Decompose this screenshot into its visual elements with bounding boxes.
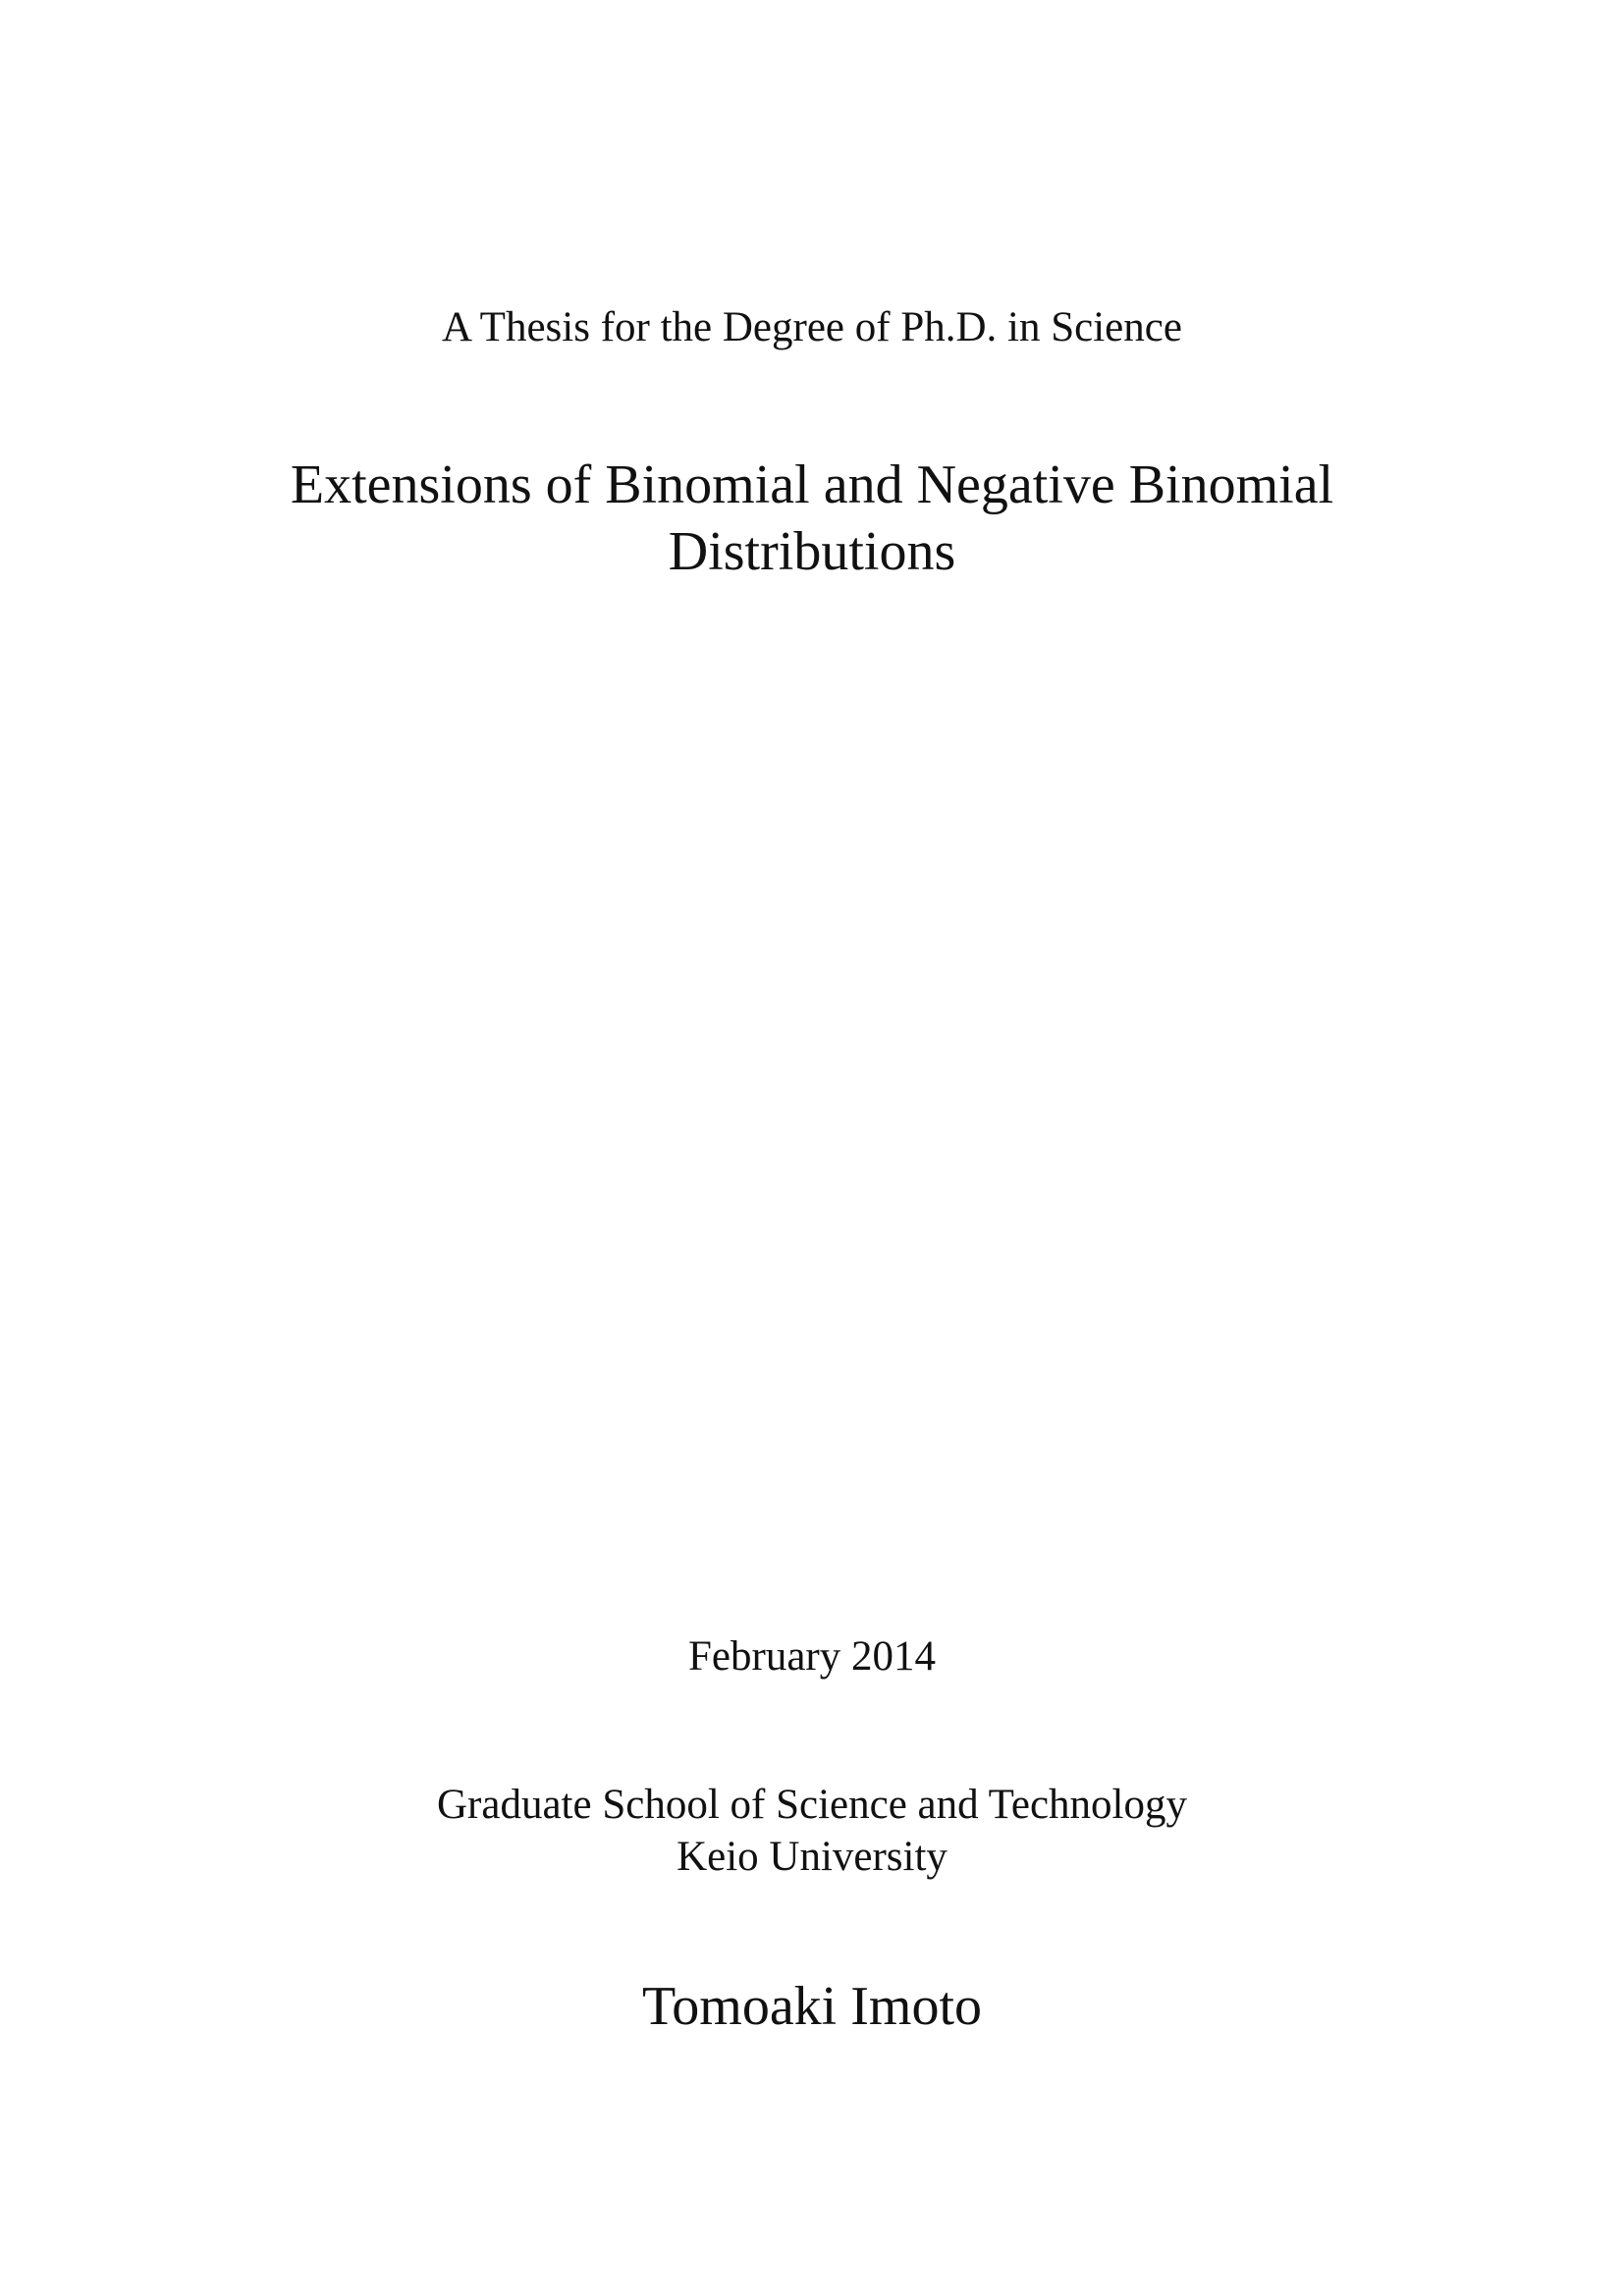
author-name: Tomoaki Imoto — [641, 1976, 983, 2037]
submission-date: February 2014 — [688, 1633, 936, 1680]
university-name: Keio University — [677, 1834, 947, 1880]
graduate-school: Graduate School of Science and Technology — [437, 1782, 1187, 1828]
thesis-title-line-1: Extensions of Binomial and Negative Binomial — [290, 454, 1334, 515]
thesis-title-line-2: Distributions — [668, 521, 956, 582]
degree-statement: A Thesis for the Degree of Ph.D. in Science — [442, 304, 1182, 350]
